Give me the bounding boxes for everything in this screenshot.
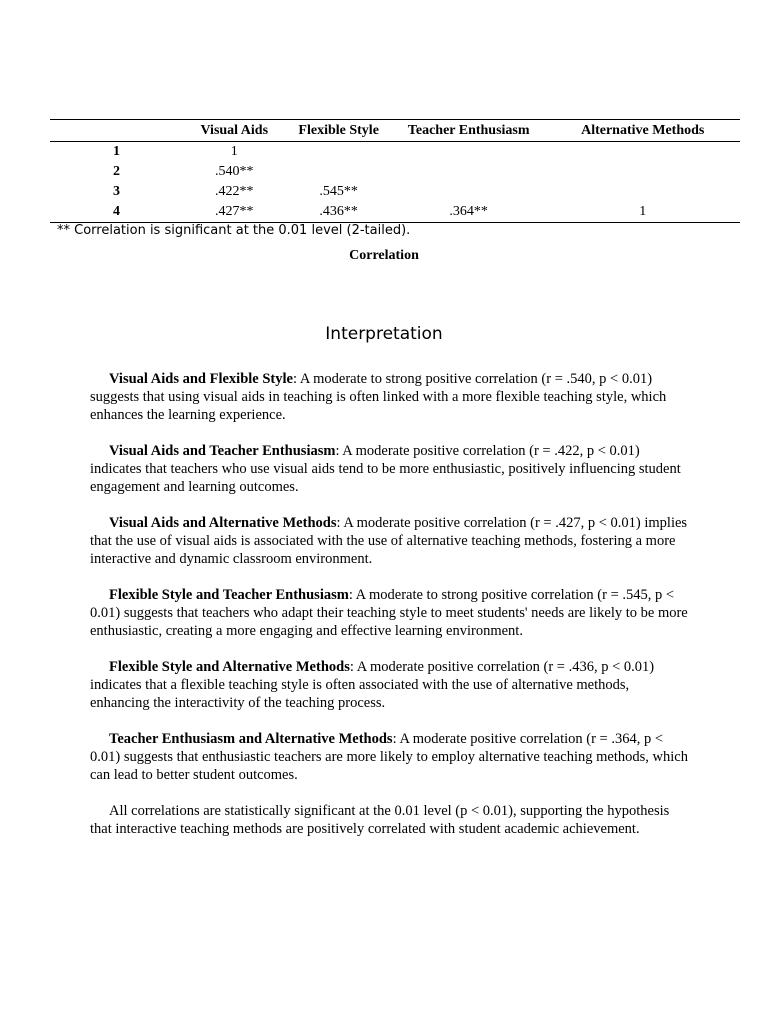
paragraph-text: : A moderate positive correlation (r = .436, p < 0.01) indicates that a flexible teaching style is often associated with the use of alternative methods, enhancing the interactivity of the teaching process. (90, 659, 655, 711)
correlation-table (50, 119, 740, 223)
paragraph-term: Visual Aids and Flexible Style (109, 371, 293, 387)
table-cell (545, 142, 740, 163)
table-row (50, 162, 740, 182)
table-row-label: 4 (113, 204, 121, 219)
table-row (50, 202, 740, 223)
paragraph-text: : A moderate to strong positive correlation (r = .540, p < 0.01) suggests that using visual aids in teaching is often linked with a more flexible teaching style, which enhances the learning experience. (90, 371, 667, 423)
table-header-cell: Teacher Enthusiasm (407, 122, 530, 138)
table-caption: Correlation (349, 248, 419, 263)
interpretation-paragraph (90, 586, 690, 640)
paragraph-term: Flexible Style and Teacher Enthusiasm (109, 587, 349, 603)
table-cell (392, 142, 546, 163)
table-row (50, 182, 740, 202)
conclusion-paragraph (90, 802, 690, 838)
paragraph-term: Teacher Enthusiasm and Alternative Methods (109, 731, 393, 747)
interpretation-paragraph (90, 658, 690, 712)
interpretation-paragraph (90, 442, 690, 496)
table-header-row (50, 120, 740, 142)
table-row-label: 1 (113, 144, 121, 159)
table-row-label: 2 (113, 164, 121, 179)
paragraph-term: Visual Aids and Alternative Methods (109, 515, 337, 531)
table-cell: .364** (449, 204, 488, 219)
table-cell (392, 182, 546, 202)
paragraph-text: : A moderate positive correlation (r = .427, p < 0.01) implies that the use of visual aids is associated with the use of alternative teaching methods, fostering a more interactive and dynamic classroom environment. (90, 515, 688, 567)
paragraph-text: All correlations are statistically significant at the 0.01 level (p < 0.01), supporting the hypothesis that interactive teaching methods are positively correlated with student academic achievement. (90, 803, 670, 837)
paragraph-term: Visual Aids and Teacher Enthusiasm (109, 443, 336, 459)
table-cell: .540** (215, 164, 254, 179)
table-cell (392, 162, 546, 182)
table-cell (285, 162, 391, 182)
table-cell: .545** (319, 184, 358, 199)
table-row (50, 142, 740, 163)
table-header-cell (50, 120, 183, 142)
paragraph-text: : A moderate positive correlation (r = .422, p < 0.01) indicates that teachers who use visual aids tend to be more enthusiastic, positively influencing student engagement and learning outcomes. (90, 443, 681, 495)
interpretation-paragraph (90, 370, 690, 424)
table-cell (545, 182, 740, 202)
table-header-cell: Alternative Methods (581, 122, 705, 138)
table-cell: 1 (230, 144, 238, 159)
table-row-label: 3 (113, 184, 121, 199)
paragraph-term: Flexible Style and Alternative Methods (109, 659, 350, 675)
interpretation-paragraph (90, 730, 690, 784)
paragraph-text: : A moderate positive correlation (r = .364, p < 0.01) suggests that enthusiastic teachers are more likely to employ alternative teaching methods, which can lead to better student outcomes. (90, 731, 688, 783)
interpretation-paragraph (90, 514, 690, 568)
paragraph-text: : A moderate to strong positive correlation (r = .545, p < 0.01) suggests that teachers who adapt their teaching style to meet students' needs are likely to be more enthusiastic, creating a more engaging and effective learning environment. (90, 587, 688, 639)
table-cell: .427** (215, 204, 254, 219)
section-heading: Interpretation (325, 324, 443, 344)
table-cell: 1 (639, 204, 647, 219)
table-header-cell: Visual Aids (200, 122, 269, 138)
table-header-cell: Flexible Style (298, 122, 379, 138)
table-footnote: ** Correlation is significant at the 0.01 level (2-tailed). (57, 223, 411, 238)
table-cell: .436** (319, 204, 358, 219)
table-cell (285, 142, 391, 163)
interpretation-body (90, 370, 690, 856)
table-cell: .422** (215, 184, 254, 199)
table-cell (545, 162, 740, 182)
